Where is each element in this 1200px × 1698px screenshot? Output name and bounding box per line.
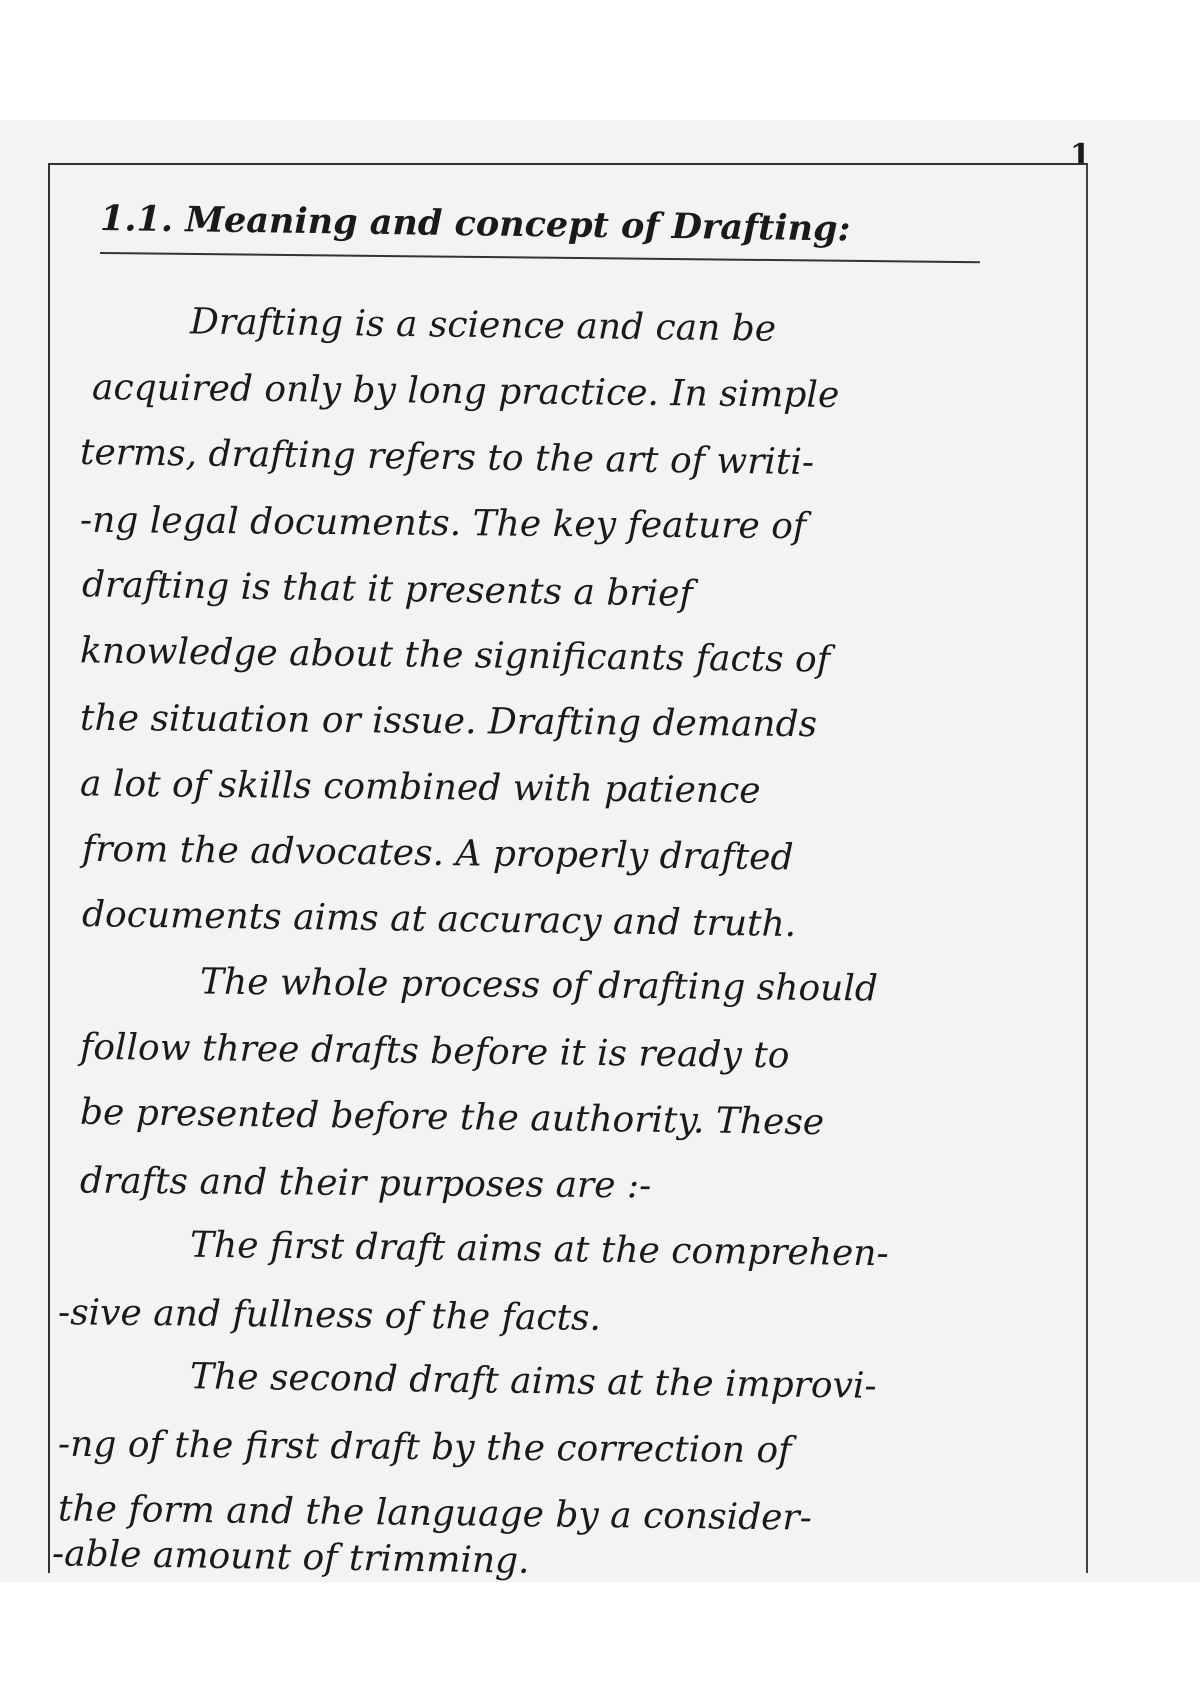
text-line: from the advocates. A properly drafted (81, 828, 794, 879)
text-line: a lot of skills combined with patience (79, 763, 761, 812)
text-line: drafting is that it presents a brief (81, 564, 694, 615)
text-line: terms, drafting refers to the art of writi- (79, 431, 815, 484)
text-line: Drafting is a science and can be (189, 301, 777, 350)
text-line: -sive and fullness of the facts. (57, 1292, 602, 1339)
text-line: documents aims at accuracy and truth. (81, 894, 797, 945)
section-heading: 1.1. Meaning and concept of Drafting: (99, 198, 851, 250)
text-line: -ng of the first draft by the correction of (57, 1423, 792, 1472)
text-line: the situation or issue. Drafting demands (79, 697, 818, 746)
page-number: 1 (1070, 138, 1091, 173)
text-line: be presented before the authority. These (79, 1091, 825, 1144)
text-line: -able amount of trimming. (51, 1533, 530, 1582)
text-line: The whole process of drafting should (199, 961, 879, 1010)
text-line: drafts and their purposes are :- (79, 1160, 652, 1207)
text-line: follow three drafts before it is ready to (79, 1026, 790, 1077)
text-line: The first draft aims at the comprehen- (189, 1224, 889, 1275)
text-line: the form and the language by a consider- (57, 1488, 813, 1539)
text-line: -ng legal documents. The key feature of (79, 499, 807, 548)
text-line: The second draft aims at the improvi- (189, 1356, 877, 1407)
text-line: knowledge about the significants facts of (79, 630, 831, 681)
text-line: acquired only by long practice. In simple (91, 367, 840, 416)
